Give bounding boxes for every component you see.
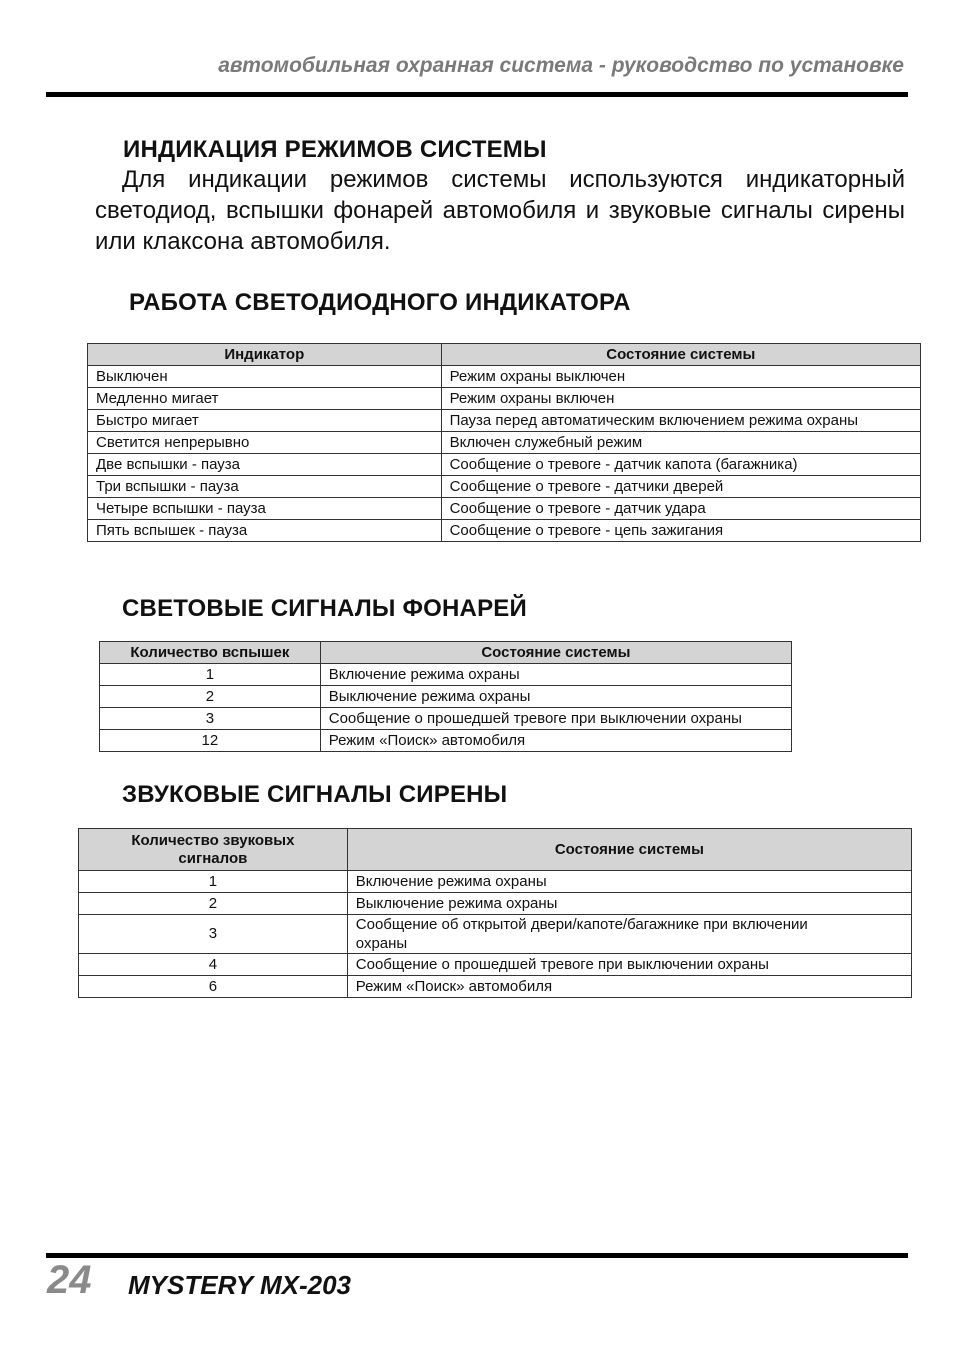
state-cell: Включен служебный режим: [441, 432, 920, 454]
indicator-cell: Быстро мигает: [88, 410, 442, 432]
intro-paragraph: Для индикации режимов системы используются индикаторный светодиод, вспышки фонарей автомобиля и звуковые сигналы сирены или клаксона автомобиля.: [95, 166, 905, 255]
table-row: [88, 498, 921, 520]
table-row: [100, 708, 792, 730]
indicator-cell: Светится непрерывно: [88, 432, 442, 454]
footer-rule: [46, 1253, 908, 1258]
table-row: [88, 388, 921, 410]
table-header-row: [100, 642, 792, 664]
table-row: [88, 410, 921, 432]
table-row: [100, 686, 792, 708]
column-header: Количество звуковых сигналов: [79, 829, 348, 871]
table-row: [88, 432, 921, 454]
count-cell: 3: [100, 708, 321, 730]
table-row: [79, 893, 912, 915]
state-cell: Режим «Поиск» автомобиля: [320, 730, 791, 752]
section-heading-lights: СВЕТОВЫЕ СИГНАЛЫ ФОНАРЕЙ: [122, 595, 527, 622]
table-header-row: [88, 344, 921, 366]
table-row: [88, 476, 921, 498]
column-header: Количество вспышек: [100, 642, 321, 664]
page-number: 24: [47, 1258, 92, 1302]
count-cell: 4: [79, 954, 348, 976]
lights-table: [99, 641, 792, 752]
state-cell: Сообщение о прошедшей тревоге при выключении охраны: [320, 708, 791, 730]
state-cell: Сообщение о тревоге - цепь зажигания: [441, 520, 920, 542]
led-table: [87, 343, 921, 542]
state-cell: Включение режима охраны: [320, 664, 791, 686]
count-cell: 12: [100, 730, 321, 752]
count-cell: 1: [100, 664, 321, 686]
table-row: [79, 871, 912, 893]
count-cell: 1: [79, 871, 348, 893]
section-heading-indication: ИНДИКАЦИЯ РЕЖИМОВ СИСТЕМЫ: [123, 136, 547, 163]
column-header: Состояние системы: [320, 642, 791, 664]
indicator-cell: Пять вспышек - пауза: [88, 520, 442, 542]
state-cell: Выключение режима охраны: [347, 893, 911, 915]
indicator-cell: Две вспышки - пауза: [88, 454, 442, 476]
table-row: [79, 954, 912, 976]
table-header-row: [79, 829, 912, 871]
table-row: [79, 976, 912, 998]
column-header: Состояние системы: [441, 344, 920, 366]
state-cell: Режим «Поиск» автомобиля: [347, 976, 911, 998]
section-heading-siren: ЗВУКОВЫЕ СИГНАЛЫ СИРЕНЫ: [122, 781, 508, 808]
state-cell: Режим охраны выключен: [441, 366, 920, 388]
count-cell: 3: [79, 915, 348, 954]
indicator-cell: Выключен: [88, 366, 442, 388]
column-header: Индикатор: [88, 344, 442, 366]
running-header: автомобильная охранная система - руководство по установке: [218, 54, 904, 77]
state-cell: Сообщение о тревоге - датчик удара: [441, 498, 920, 520]
table-row: [100, 730, 792, 752]
table-row: [79, 915, 912, 954]
column-header: Состояние системы: [347, 829, 911, 871]
state-cell: Включение режима охраны: [347, 871, 911, 893]
state-cell: Сообщение о тревоге - датчик капота (багажника): [441, 454, 920, 476]
header-rule: [46, 92, 908, 97]
count-cell: 2: [79, 893, 348, 915]
product-model: MYSTERY MX-203: [128, 1270, 352, 1300]
state-cell: Выключение режима охраны: [320, 686, 791, 708]
indicator-cell: Три вспышки - пауза: [88, 476, 442, 498]
table-row: [88, 366, 921, 388]
state-cell: Сообщение о тревоге - датчики дверей: [441, 476, 920, 498]
section-heading-led: РАБОТА СВЕТОДИОДНОГО ИНДИКАТОРА: [129, 289, 631, 316]
table-row: [88, 454, 921, 476]
count-cell: 2: [100, 686, 321, 708]
indicator-cell: Медленно мигает: [88, 388, 442, 410]
table-row: [100, 664, 792, 686]
table-row: [88, 520, 921, 542]
state-cell: Сообщение о прошедшей тревоге при выключении охраны: [347, 954, 911, 976]
state-cell: Сообщение об открытой двери/капоте/багажнике при включении охраны: [347, 915, 911, 954]
siren-table: [78, 828, 912, 998]
count-cell: 6: [79, 976, 348, 998]
state-cell: Режим охраны включен: [441, 388, 920, 410]
state-cell: Пауза перед автоматическим включением режима охраны: [441, 410, 920, 432]
indicator-cell: Четыре вспышки - пауза: [88, 498, 442, 520]
